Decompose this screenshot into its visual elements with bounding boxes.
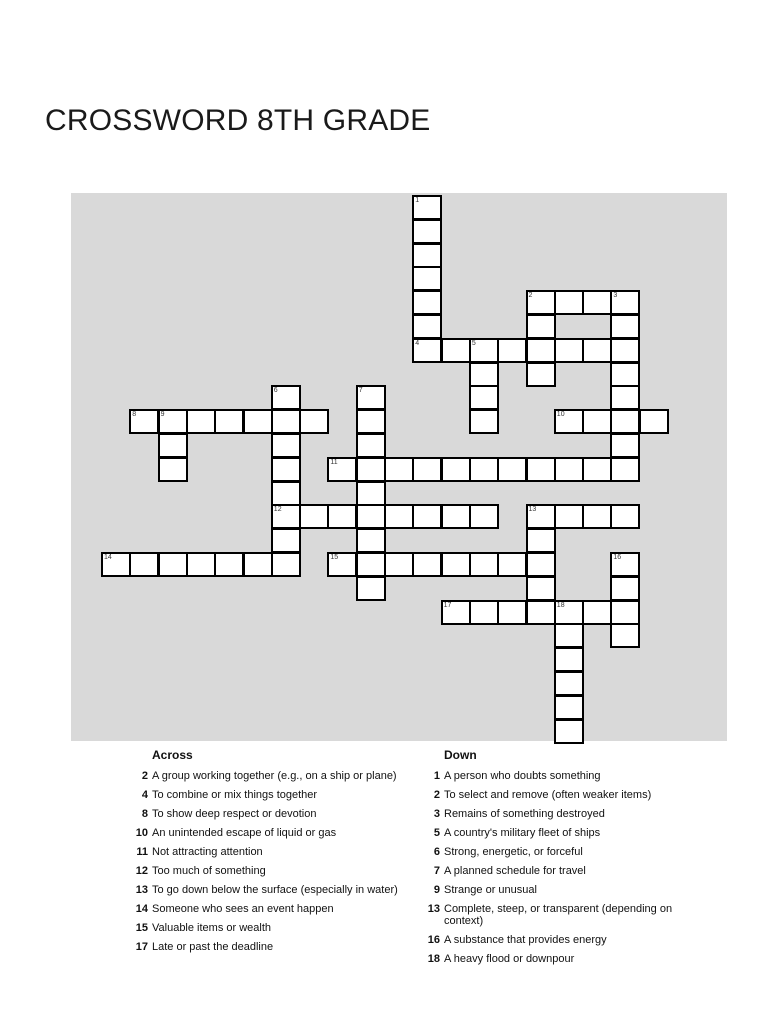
grid-cell[interactable] [639,409,669,434]
grid-cell[interactable] [610,552,640,577]
grid-cell[interactable] [526,552,556,577]
grid-cell[interactable] [158,409,188,434]
grid-cell[interactable] [214,552,244,577]
clue-text: Complete, steep, or transparent (depending on context) [444,903,673,927]
grid-cell[interactable] [214,409,244,434]
clue-text: Too much of something [152,865,266,877]
grid-cell[interactable] [271,504,301,529]
grid-cell[interactable] [582,409,612,434]
clue-number: 7 [433,865,440,877]
grid-cell[interactable] [412,314,442,339]
grid-cell[interactable] [356,481,386,506]
grid-cell[interactable] [582,504,612,529]
grid-cell[interactable] [610,576,640,601]
across-clue [128,808,404,820]
down-clue [420,846,710,858]
across-clue [128,827,404,839]
clue-number: 17 [135,941,148,953]
grid-cell[interactable] [526,338,556,363]
grid-cell[interactable] [610,338,640,363]
cell-number: 4 [415,339,420,347]
across-clue [128,941,404,953]
grid-cell[interactable] [582,290,612,315]
grid-cell[interactable] [469,457,499,482]
grid-cell[interactable] [497,457,527,482]
grid-cell[interactable] [186,409,216,434]
grid-cell[interactable] [356,576,386,601]
grid-cell[interactable] [469,338,499,363]
cell-number: 8 [132,411,137,419]
across-clue [128,770,404,782]
grid-cell[interactable] [271,528,301,553]
cell-number: 2 [528,292,533,300]
clue-number: 5 [433,827,440,839]
grid-cell[interactable] [186,552,216,577]
clue-text: Not attracting attention [152,846,263,858]
across-clue [128,865,404,877]
clue-text: To select and remove (often weaker items) [444,789,652,801]
clue-text: Strong, energetic, or forceful [444,846,583,858]
grid-cell[interactable] [554,600,584,625]
grid-cell[interactable] [526,576,556,601]
clue-number: 2 [433,789,440,801]
cell-number: 7 [358,387,363,395]
grid-cell[interactable] [412,504,442,529]
clue-number: 8 [141,808,148,820]
grid-cell[interactable] [554,719,584,744]
grid-cell[interactable] [129,409,159,434]
down-clue [420,884,710,896]
grid-cell[interactable] [610,314,640,339]
grid-cell[interactable] [441,338,471,363]
clue-text: An unintended escape of liquid or gas [152,827,337,839]
clue-text: To combine or mix things together [152,789,318,801]
down-clue [420,903,710,927]
down-clue [420,953,710,965]
grid-cell[interactable] [327,504,357,529]
grid-cell[interactable] [526,600,556,625]
grid-cell[interactable] [271,457,301,482]
clue-number: 16 [427,934,440,946]
grid-cell[interactable] [526,362,556,387]
grid-cell[interactable] [582,457,612,482]
cell-number: 17 [443,601,452,609]
grid-cell[interactable] [158,433,188,458]
grid-cell[interactable] [384,504,414,529]
grid-cell[interactable] [299,504,329,529]
grid-cell[interactable] [356,433,386,458]
clue-number: 15 [135,922,148,934]
clue-text: Valuable items or wealth [152,922,272,934]
page-title: CROSSWORD 8TH GRADE [45,104,431,137]
cell-number: 3 [613,292,618,300]
grid-cell[interactable] [610,362,640,387]
cell-number: 14 [104,554,112,561]
grid-cell[interactable] [610,433,640,458]
grid-cell[interactable] [469,409,499,434]
across-clue [128,846,404,858]
cell-number: 9 [160,411,165,419]
grid-cell[interactable] [356,552,386,577]
grid-cell[interactable] [356,409,386,434]
grid-cell[interactable] [554,290,584,315]
grid-cell[interactable] [610,385,640,410]
grid-cell[interactable] [526,504,556,529]
grid-cell[interactable] [356,504,386,529]
grid-cell[interactable] [412,243,442,268]
grid-cell[interactable] [271,552,301,577]
grid-cell[interactable] [129,552,159,577]
grid-cell[interactable] [469,385,499,410]
clue-number: 4 [141,789,148,801]
clue-number: 2 [141,770,148,782]
grid-cell[interactable] [497,338,527,363]
across-clues [128,748,428,960]
grid-cell[interactable] [299,409,329,434]
grid-cell[interactable] [243,552,273,577]
cell-number: 18 [556,601,565,609]
grid-cell[interactable] [610,623,640,648]
cell-number: 5 [471,339,476,347]
grid-cell[interactable] [610,600,640,625]
clue-number: 6 [433,846,440,858]
grid-cell[interactable] [554,695,584,720]
grid-cell[interactable] [610,409,640,434]
grid-cell[interactable] [610,504,640,529]
grid-cell[interactable] [469,552,499,577]
cell-number: 11 [330,458,338,466]
grid-cell[interactable] [271,409,301,434]
clue-text: A substance that provides energy [444,934,607,946]
clue-number: 11 [136,846,148,858]
grid-cell[interactable] [554,623,584,648]
grid-cell[interactable] [469,504,499,529]
grid-cell[interactable] [271,385,301,410]
grid-cell[interactable] [356,457,386,482]
clue-number: 3 [433,808,440,820]
down-clue [420,934,710,946]
across-clue [128,922,404,934]
down-clue [420,827,710,839]
grid-cell[interactable] [554,338,584,363]
grid-cell[interactable] [441,457,471,482]
clue-number: 13 [427,903,440,915]
grid-cell[interactable] [441,600,471,625]
grid-cell[interactable] [412,219,442,244]
clue-text: To go down below the surface (especially in water) [152,884,398,896]
grid-cell[interactable] [526,290,556,315]
grid-cell[interactable] [582,338,612,363]
cell-number: 15 [330,554,339,561]
grid-cell[interactable] [412,290,442,315]
grid-cell[interactable] [554,504,584,529]
grid-cell[interactable] [469,600,499,625]
clue-number: 10 [135,827,148,839]
clue-number: 13 [135,884,148,896]
clue-text: Remains of something destroyed [444,808,605,820]
cell-number: 10 [556,411,565,419]
grid-cell[interactable] [412,338,442,363]
clue-number: 14 [135,903,148,915]
grid-cell[interactable] [526,457,556,482]
cell-number: 12 [273,506,282,514]
clue-text: A country's military fleet of ships [444,827,601,839]
cell-number: 1 [415,197,420,204]
down-clues [420,748,720,972]
grid-cell[interactable] [441,552,471,577]
clue-number: 9 [433,884,440,896]
down-clue [420,808,710,820]
clue-text: To show deep respect or devotion [152,808,317,820]
across-heading: Across [152,748,193,762]
grid-cell[interactable] [158,552,188,577]
down-clue [420,865,710,877]
grid-cell[interactable] [412,195,442,220]
across-clue [128,789,404,801]
cell-number: 16 [613,554,622,561]
grid-cell[interactable] [526,528,556,553]
grid-cell[interactable] [412,266,442,291]
grid-cell[interactable] [412,552,442,577]
clue-number: 12 [135,865,148,877]
clue-text: A planned schedule for travel [444,865,586,877]
grid-cell[interactable] [441,504,471,529]
across-clue [128,884,404,896]
grid-cell[interactable] [582,600,612,625]
grid-cell[interactable] [327,457,357,482]
down-clue [420,770,710,782]
grid-cell[interactable] [412,457,442,482]
grid-cell[interactable] [384,552,414,577]
clue-text: Someone who sees an event happen [152,903,334,915]
clue-text: A person who doubts something [444,770,601,782]
clue-text: Late or past the deadline [152,941,274,953]
grid-cell[interactable] [158,457,188,482]
grid-cell[interactable] [356,528,386,553]
grid-cell[interactable] [497,552,527,577]
grid-cell[interactable] [554,671,584,696]
grid-cell[interactable] [554,457,584,482]
grid-cell[interactable] [554,409,584,434]
clue-text: A heavy flood or downpour [444,953,575,965]
across-clue-list [128,770,428,953]
clue-text: Strange or unusual [444,884,537,896]
down-clue-list [420,770,720,965]
clue-number: 18 [427,953,440,965]
grid-cell[interactable] [101,552,131,577]
grid-cell[interactable] [610,457,640,482]
grid-cell[interactable] [243,409,273,434]
down-clue [420,789,710,801]
grid-cell[interactable] [271,433,301,458]
cell-number: 6 [273,387,278,395]
grid-cell[interactable] [526,314,556,339]
grid-cell[interactable] [554,647,584,672]
across-clue [128,903,404,915]
grid-cell[interactable] [384,457,414,482]
grid-cell[interactable] [356,385,386,410]
grid-cell[interactable] [497,600,527,625]
down-heading: Down [444,748,477,762]
grid-cell[interactable] [469,362,499,387]
clue-number: 1 [433,770,440,782]
grid-cell[interactable] [327,552,357,577]
grid-cell[interactable] [271,481,301,506]
grid-cell[interactable] [610,290,640,315]
cell-number: 13 [528,506,537,514]
clue-text: A group working together (e.g., on a ship or plane) [152,770,397,782]
